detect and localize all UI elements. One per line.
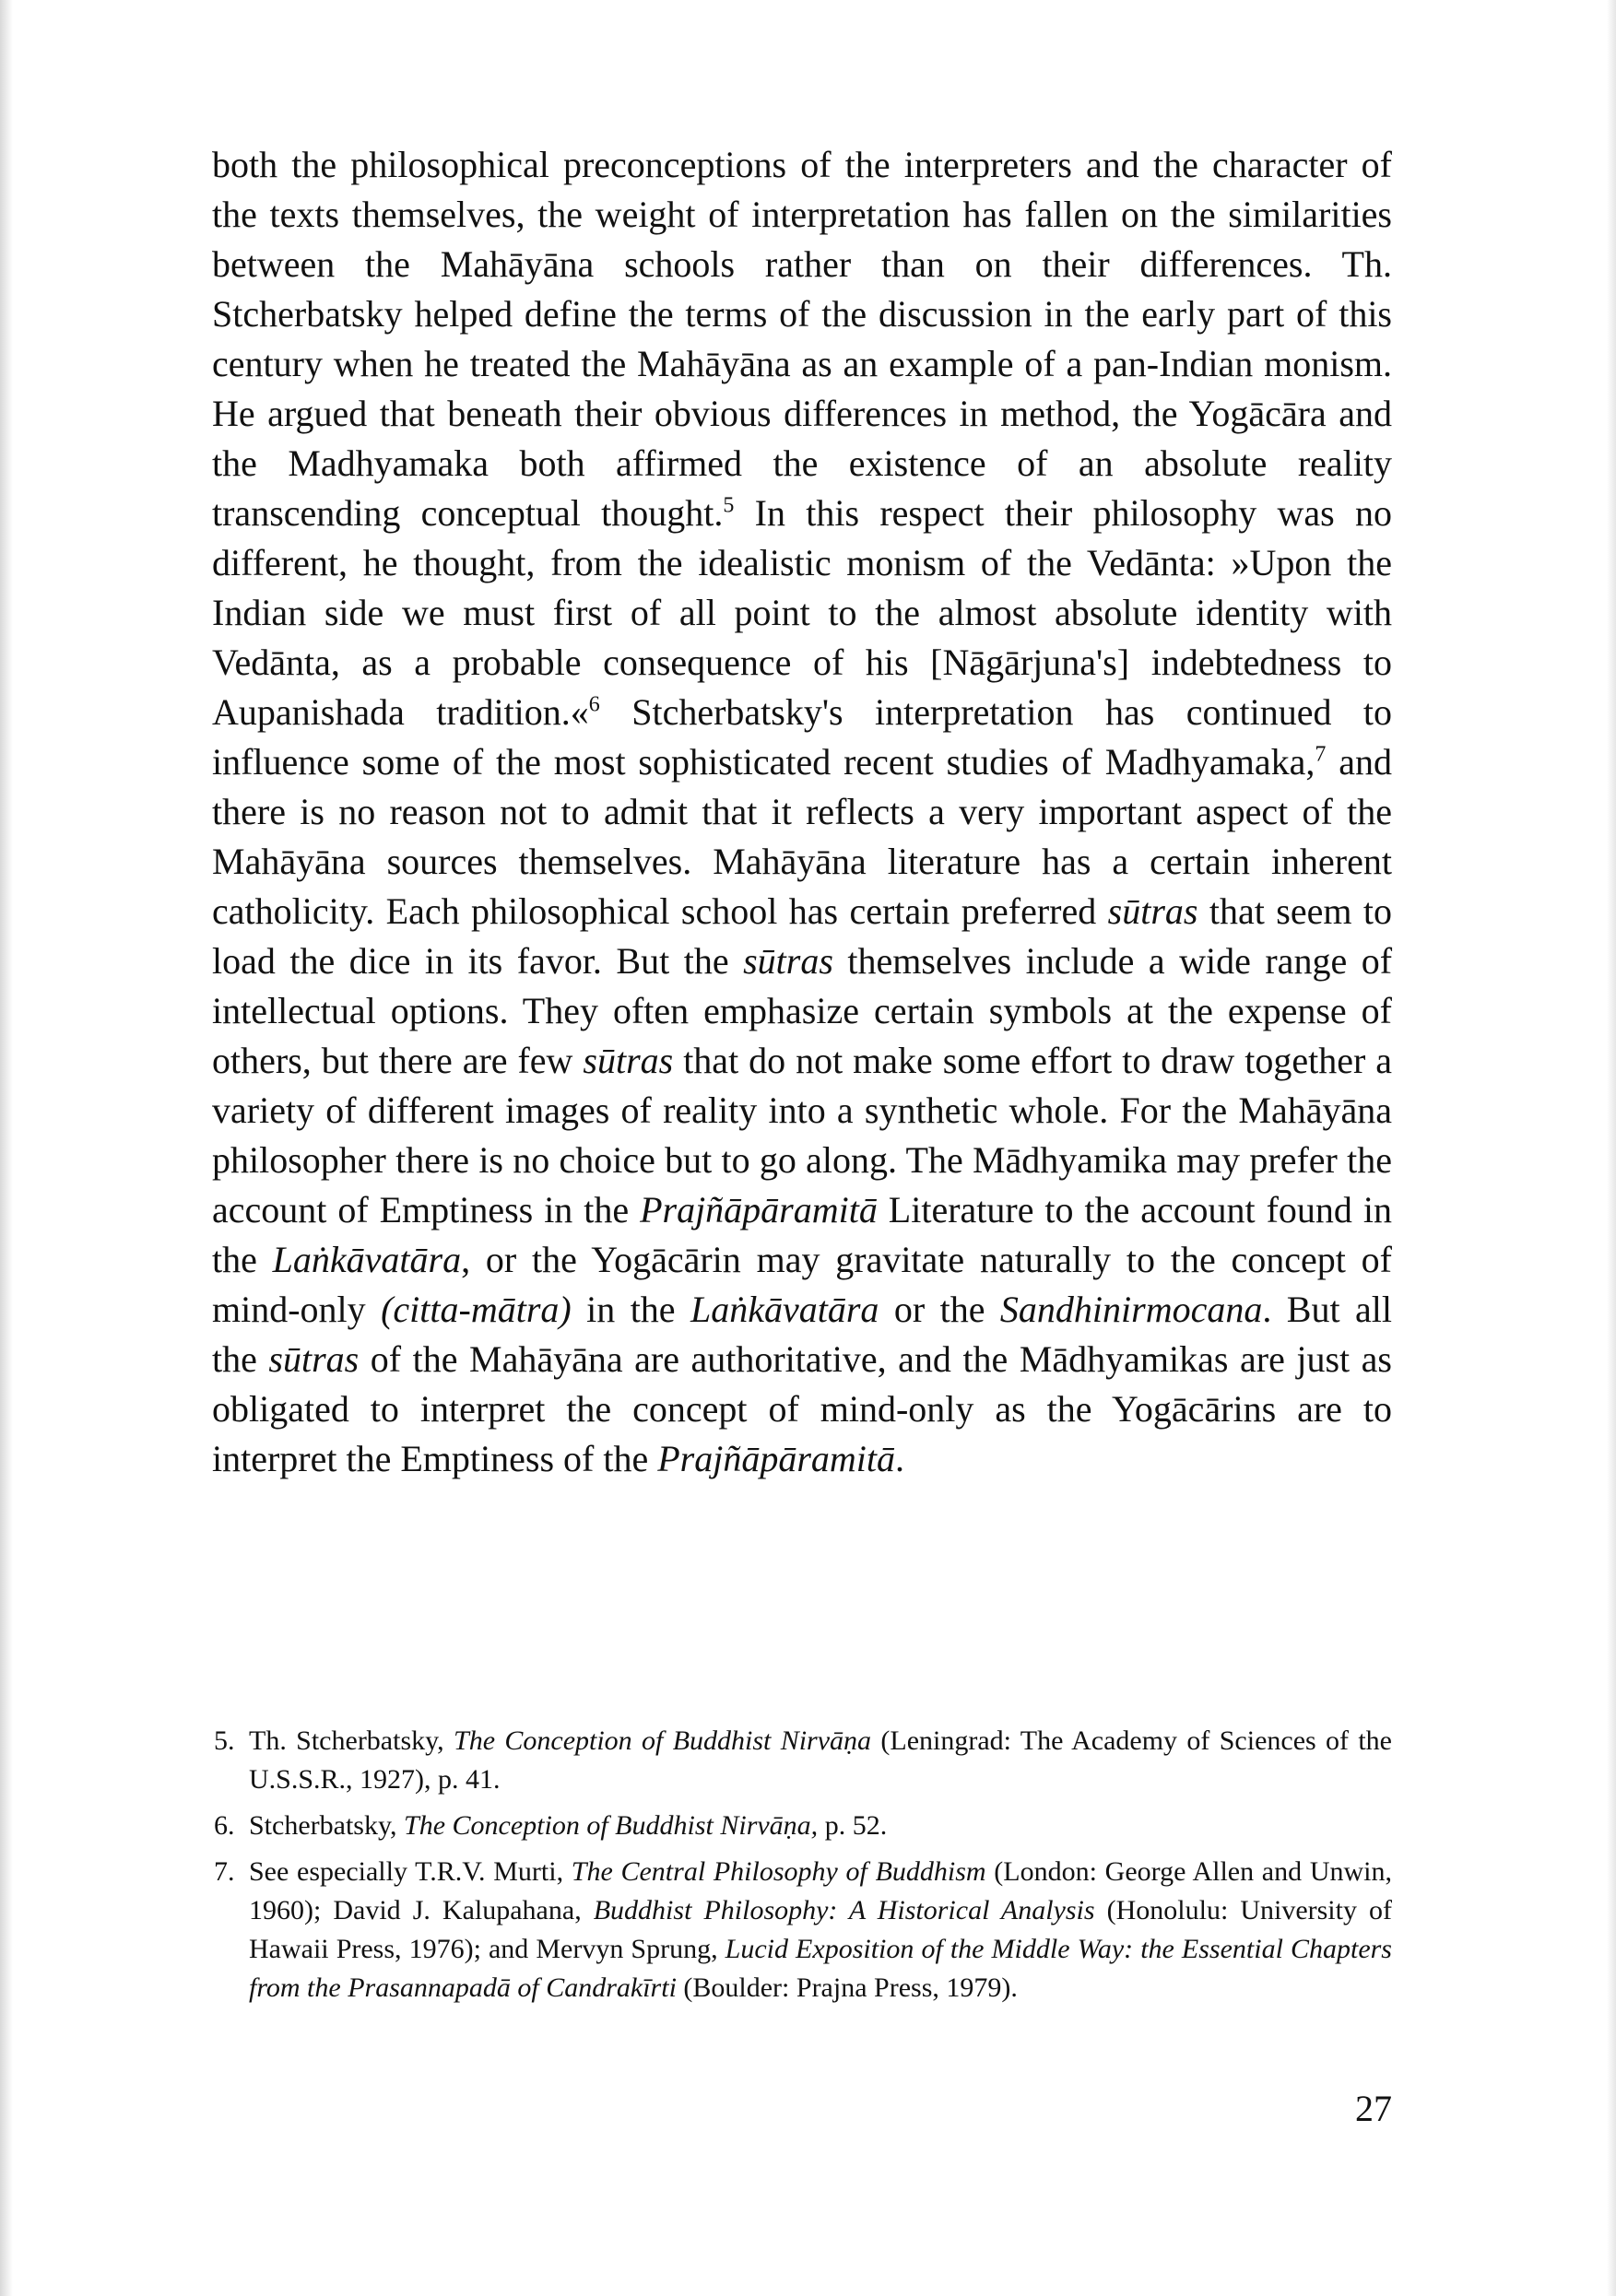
footnote-title: Lucid Exposition of the Middle Way: the Essential Chapters from the Prasannapadā of Candrakīrti (249, 1934, 1392, 2003)
italic-term: sūtras (1107, 890, 1198, 932)
italic-term: Laṅkāvatāra (272, 1239, 462, 1280)
text-segment: themselves include a wide range of intellectual options. They often emphasize certain symbols at the expense of others, but there are few (212, 940, 1393, 1081)
footnote-title: The Conception of Buddhist Nirvāṇa, (404, 1810, 819, 1841)
footnote-ref-7[interactable]: 7 (1315, 742, 1327, 767)
footnote-text: (Honolulu: University of Hawaii Press, 1976); and Mervyn Sprung, (249, 1895, 1392, 1964)
footnote-number: 7. (214, 1856, 235, 1887)
footnote-ref-6[interactable]: 6 (588, 692, 600, 717)
footnote-ref-5[interactable]: 5 (723, 493, 735, 518)
italic-term: Sandhinirmocana (999, 1289, 1263, 1330)
footnote-text: (Boulder: Prajna Press, 1979). (676, 1972, 1018, 2003)
text-segment: of the Mahāyāna are authoritative, and the Mādhyamikas are just as obligated to interpret the concept of mind-only as the Yogācārins are to interpret the Emptiness of the (212, 1338, 1392, 1479)
italic-term: (citta-mātra) (381, 1289, 572, 1330)
text-segment: Stcherbatsky's interpretation has continued to influence some of the most sophisticated recent studies of Madhyamaka, (212, 691, 1393, 783)
italic-term: Prajñāpāramitā (640, 1189, 878, 1230)
main-paragraph (212, 140, 1392, 1484)
text-segment: that do not make some effort to draw together a variety of different images of reality into a synthetic whole. For the Mahāyāna philosopher there is no choice but to go along. The Mādhyamika may prefer the account of Emptiness in the (212, 1040, 1392, 1230)
footnote-text: (Leningrad: The Academy of Sciences of the U.S.S.R., 1927), p. 41. (249, 1725, 1393, 1795)
footnote-title: The Central Philosophy of Buddhism (571, 1856, 986, 1887)
text-segment: , or the Yogācārin may gravitate naturally to the concept of mind-only (212, 1239, 1392, 1330)
text-segment: or the (879, 1289, 1000, 1330)
footnote-number: 5. (214, 1725, 235, 1756)
italic-term: sūtras (583, 1040, 674, 1081)
footnote-5 (214, 1722, 1392, 1799)
text-segment: in the (571, 1289, 690, 1330)
page-number: 27 (1355, 2088, 1392, 2129)
italic-term: sūtras (268, 1338, 360, 1380)
text-segment: . (895, 1438, 904, 1479)
footnote-text: Th. Stcherbatsky, (249, 1725, 454, 1756)
italic-term: sūtras (743, 940, 833, 982)
footnote-text: Stcherbatsky, (249, 1810, 405, 1841)
footnote-6 (214, 1807, 1392, 1845)
paragraph-text (212, 140, 1392, 1484)
footnotes (214, 1722, 1392, 2015)
text-segment: and there is no reason not to admit that it reflects a very important aspect of the Mahāyāna sources themselves. Mahāyāna literature has a certain inherent catholicity. Each philosophical school has certain preferred (212, 741, 1392, 932)
footnote-7 (214, 1853, 1392, 2008)
italic-term: Prajñāpāramitā (657, 1438, 895, 1479)
scan-shadow-right (1607, 0, 1616, 2296)
footnote-text: p. 52. (818, 1810, 888, 1841)
scan-shadow-left (0, 0, 13, 2296)
footnote-title: The Conception of Buddhist Nirvāṇa (454, 1725, 872, 1756)
footnote-title: Buddhist Philosophy: A Historical Analysis (593, 1895, 1095, 1925)
footnote-number: 6. (214, 1810, 235, 1841)
text-segment: . But all the (212, 1289, 1392, 1380)
text-segment: In this respect their philosophy was no different, he thought, from the idealistic monism of the Vedānta: »Upon the Indian side we must first of all point to the almost absolute identity with Vedānta, as a probable consequence of his [Nāgārjuna's] indebtedness to Aupanishada tradition.« (212, 492, 1393, 733)
italic-term: Laṅkāvatāra (690, 1289, 879, 1330)
text-segment: that seem to load the dice in its favor. But the (212, 890, 1392, 982)
footnote-text: (London: George Allen and Unwin, 1960); David J. Kalupahana, (249, 1856, 1392, 1925)
text-segment: both the philosophical preconceptions of the interpreters and the character of the texts themselves, the weight of interpretation has fallen on the similarities between the Mahāyāna schools rather than on their differences. Th. Stcherbatsky helped define the terms of the discussion in the early part of this century when he treated the Mahāyāna as an example of a pan-Indian monism. He argued that beneath their obvious differences in method, the Yogācāra and the Madhyamaka both affirmed the existence of an absolute reality transcending conceptual thought. (212, 144, 1392, 534)
text-segment: Literature to the account found in the (212, 1189, 1392, 1280)
footnote-text: See especially T.R.V. Murti, (249, 1856, 572, 1887)
